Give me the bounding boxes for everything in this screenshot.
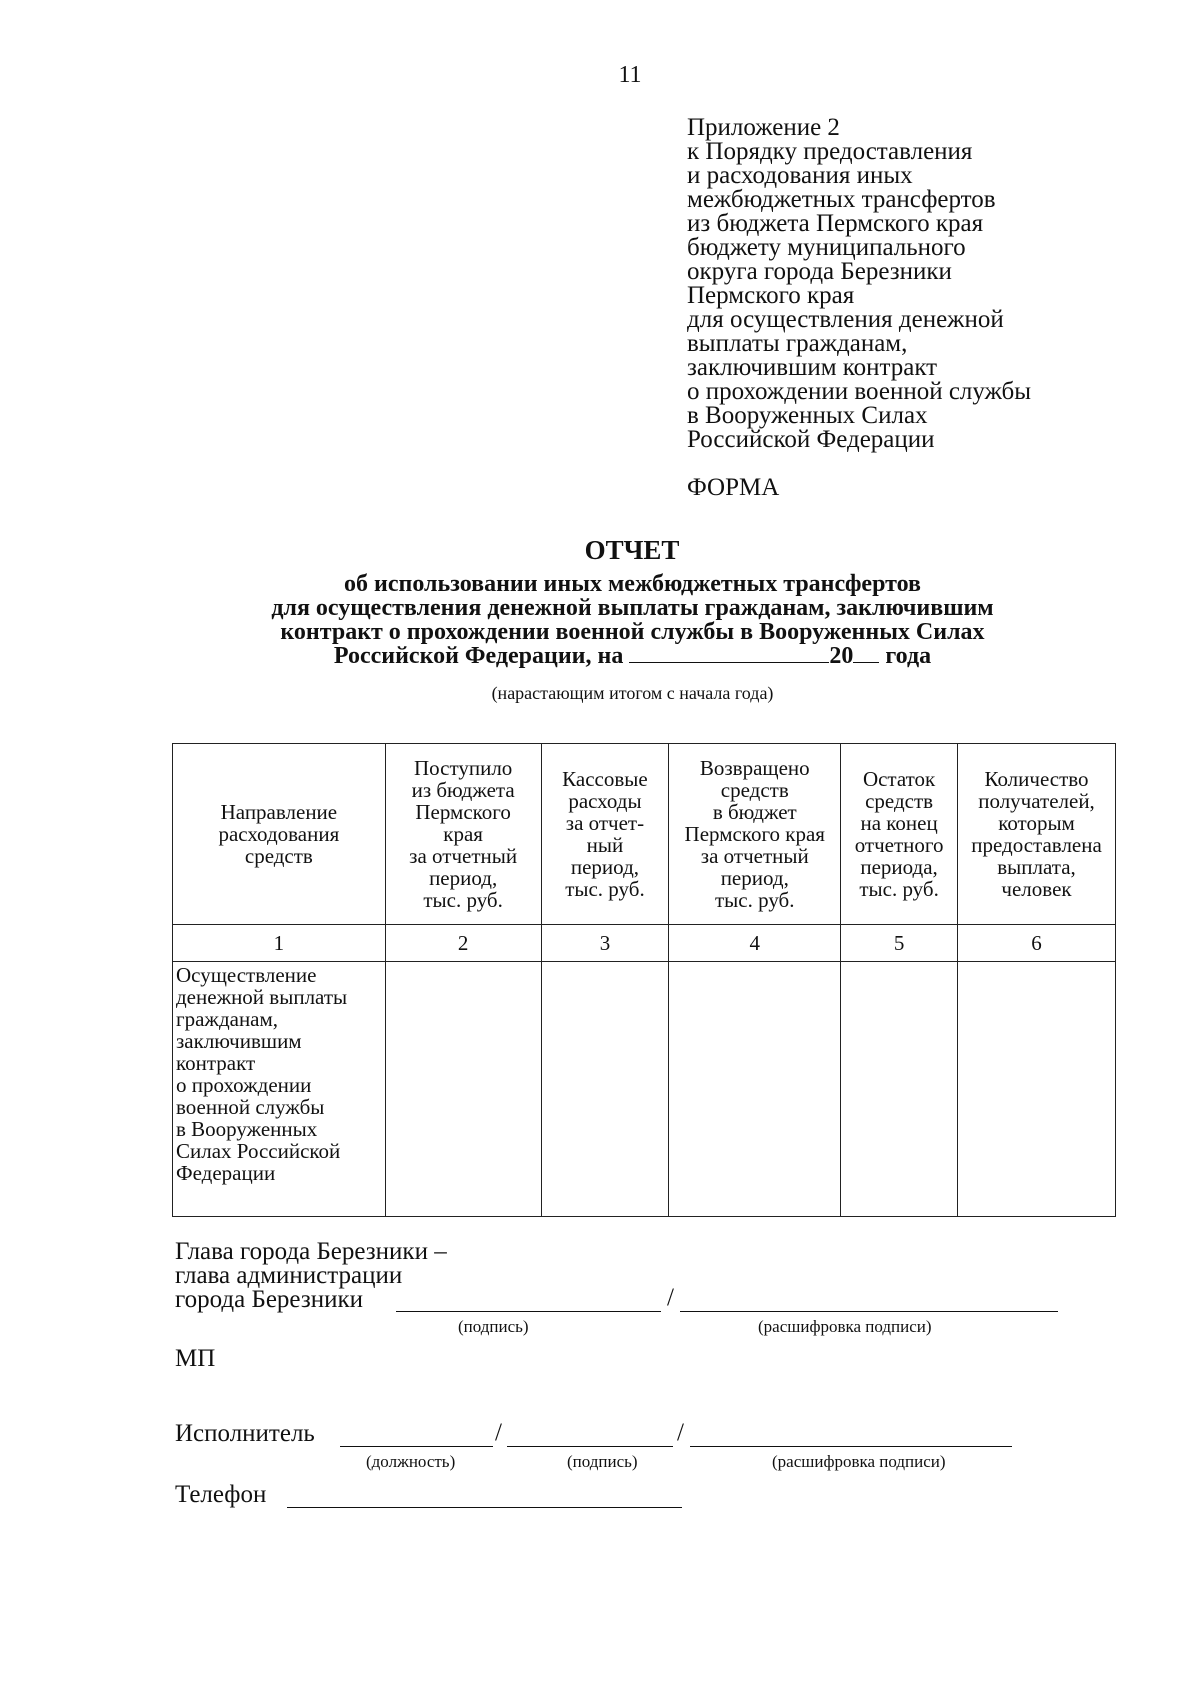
table-header-row (173, 744, 1116, 925)
table-number-row (173, 925, 1116, 962)
header-balance: Остаток средств на конец отчетного периода, тыс. руб. (841, 744, 958, 925)
cell-cash-expenses[interactable] (541, 962, 669, 1217)
appendix-line: Пермского края (687, 282, 855, 309)
subtitle-line-date (150, 644, 1115, 668)
slash: / (677, 1419, 684, 1446)
executor-label: Исполнитель (175, 1420, 315, 1447)
appendix-line: из бюджета Пермского края (687, 210, 984, 237)
subtitle-prefix: Российской Федерации, на (333, 643, 624, 669)
report-title: ОТЧЕТ (584, 535, 680, 565)
appendix-line: Приложение 2 (687, 114, 840, 141)
header-received: Поступило из бюджета Пермского края за отчетный период, тыс. руб. (385, 744, 541, 925)
date-blank[interactable] (629, 644, 829, 663)
row-label: Осуществление денежной выплаты гражданам, заключившим контракт о прохождении военной службы в Вооруженных Силах Российской Федерации (173, 962, 386, 1217)
appendix-line: и расходования иных (687, 162, 913, 189)
appendix-line: к Порядку предоставления (687, 138, 973, 165)
appendix-line: заключившим контракт (687, 354, 938, 381)
header-direction: Направление расходования средств (173, 744, 386, 925)
executor-position-line[interactable] (340, 1446, 493, 1447)
page-number: 11 (618, 62, 642, 88)
executor-decode-line[interactable] (690, 1446, 1012, 1447)
subtitle-line: контракт о прохождении военной службы в Вооруженных Силах (280, 619, 985, 645)
cumulative-note: (нарастающим итогом с начала года) (491, 683, 774, 703)
header-returned: Возвращено средств в бюджет Пермского края за отчетный период, тыс. руб. (669, 744, 841, 925)
appendix-line: Российской Федерации (687, 426, 935, 453)
column-number: 6 (958, 925, 1116, 962)
subtitle-line: для осуществления денежной выплаты гражданам, заключившим (271, 595, 994, 621)
column-number: 2 (385, 925, 541, 962)
form-label: ФОРМА (687, 474, 780, 501)
year-blank[interactable] (853, 644, 879, 663)
caption-position: (должность) (366, 1452, 456, 1471)
cell-recipients[interactable] (958, 962, 1116, 1217)
appendix-line: для осуществления денежной (687, 306, 1004, 333)
head-line: города Березники (175, 1286, 363, 1313)
cell-received[interactable] (385, 962, 541, 1217)
column-number: 3 (541, 925, 669, 962)
head-decode-line[interactable] (680, 1311, 1058, 1312)
slash: / (495, 1419, 502, 1446)
table-row (173, 962, 1116, 1217)
caption-decode: (расшифровка подписи) (758, 1317, 932, 1336)
caption-decode: (расшифровка подписи) (772, 1452, 946, 1471)
column-number: 1 (173, 925, 386, 962)
year-prefix: 20 (829, 643, 854, 669)
head-line: глава администрации (175, 1262, 403, 1289)
appendix-line: в Вооруженных Силах (687, 402, 928, 429)
cell-returned[interactable] (669, 962, 841, 1217)
head-line: Глава города Березники – (175, 1238, 447, 1265)
caption-signature: (подпись) (567, 1452, 638, 1471)
header-recipients: Количество получателей, которым предоставлена выплата, человек (958, 744, 1116, 925)
appendix-line: межбюджетных трансфертов (687, 186, 996, 213)
column-number: 5 (841, 925, 958, 962)
phone-label: Телефон (175, 1481, 267, 1508)
executor-signature-line[interactable] (507, 1446, 673, 1447)
cell-balance[interactable] (841, 962, 958, 1217)
phone-line[interactable] (287, 1507, 682, 1508)
head-signature-label (175, 1240, 447, 1312)
report-table (172, 743, 1116, 1217)
slash: / (667, 1284, 674, 1311)
appendix-line: бюджету муниципального (687, 234, 966, 261)
report-subtitle (150, 572, 1115, 668)
head-signature-line[interactable] (396, 1311, 661, 1312)
caption-signature: (подпись) (458, 1317, 529, 1336)
appendix-line: выплаты гражданам, (687, 330, 908, 357)
stamp-place: МП (175, 1345, 216, 1372)
header-cash-expenses: Кассовые расходы за отчет- ный период, тыс. руб. (541, 744, 669, 925)
appendix-header (687, 116, 1157, 452)
appendix-line: округа города Березники (687, 258, 952, 285)
subtitle-suffix: года (885, 643, 932, 669)
appendix-line: о прохождении военной службы (687, 378, 1032, 405)
subtitle-line: об использовании иных межбюджетных трансфертов (344, 571, 921, 597)
column-number: 4 (669, 925, 841, 962)
